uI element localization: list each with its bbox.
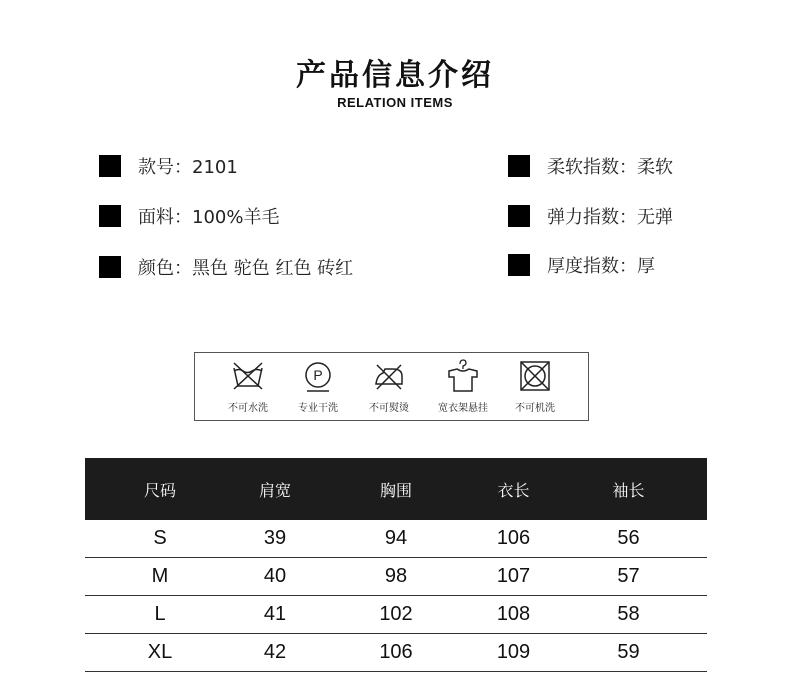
attribute-label: 颜色：黑色 驼色 红色 砖红: [138, 258, 354, 279]
table-cell: S: [85, 520, 235, 558]
hang-dry-icon: [445, 359, 481, 393]
table-row: [85, 520, 707, 558]
care-item-no-iron: [354, 359, 424, 414]
table-cell: 56: [550, 520, 707, 558]
attribute-thickness: [508, 253, 655, 277]
table-cell: XL: [85, 634, 235, 672]
attribute-elasticity: [508, 204, 673, 228]
page-title: 产品信息介绍: [296, 58, 494, 93]
bullet-square-icon: [508, 155, 530, 177]
table-cell: 39: [235, 520, 315, 558]
care-item-no-wash: [213, 359, 283, 414]
attribute-label: 弹力指数：无弹: [547, 207, 673, 228]
bullet-square-icon: [99, 205, 121, 227]
header-size: 尺码: [143, 480, 176, 500]
table-cell: 58: [550, 596, 707, 634]
table-cell: 94: [315, 520, 477, 558]
attribute-softness: [508, 154, 673, 178]
table-header-row: [85, 458, 707, 520]
no-wash-icon: [230, 359, 266, 393]
attribute-label: 面料：100%羊毛: [138, 207, 280, 228]
table-row: [85, 558, 707, 596]
attribute-colors: [99, 255, 353, 279]
bullet-square-icon: [99, 155, 121, 177]
table-cell: 40: [235, 558, 315, 596]
care-instructions-panel: [194, 352, 589, 421]
care-label: 宽衣架悬挂: [438, 403, 488, 414]
header-length: 衣长: [497, 480, 530, 500]
table-cell: 98: [315, 558, 477, 596]
table-row: [85, 634, 707, 672]
dry-clean-icon: [300, 359, 336, 393]
header-shoulder: 肩宽: [258, 480, 291, 500]
care-label: 专业干洗: [298, 403, 338, 414]
attribute-label: 柔软指数：柔软: [547, 157, 673, 178]
table-cell: 59: [550, 634, 707, 672]
attribute-fabric: [99, 204, 279, 228]
care-label: 不可水洗: [228, 403, 268, 414]
bullet-square-icon: [508, 254, 530, 276]
attribute-label: 厚度指数：厚: [547, 256, 655, 277]
table-cell: L: [85, 596, 235, 634]
table-cell: 57: [550, 558, 707, 596]
care-label: 不可机洗: [515, 403, 555, 414]
page-subtitle: RELATION ITEMS: [337, 95, 453, 110]
table-cell: M: [85, 558, 235, 596]
size-table: [85, 458, 707, 672]
bullet-square-icon: [508, 205, 530, 227]
care-label: 不可熨烫: [369, 403, 409, 414]
table-cell: 106: [477, 520, 550, 558]
attribute-label: 款号：2101: [138, 157, 238, 178]
care-item-hang-dry: [428, 359, 498, 414]
attribute-style-number: [99, 154, 238, 178]
table-cell: 42: [235, 634, 315, 672]
table-cell: 102: [315, 596, 477, 634]
table-row: [85, 596, 707, 634]
table-cell: 107: [477, 558, 550, 596]
dry-clean-symbol: P: [313, 367, 323, 383]
bullet-square-icon: [99, 256, 121, 278]
no-iron-icon: [371, 359, 407, 393]
table-cell: 41: [235, 596, 315, 634]
table-cell: 109: [477, 634, 550, 672]
no-tumble-dry-icon: [517, 359, 553, 393]
table-cell: 106: [315, 634, 477, 672]
care-item-dry-clean: [283, 359, 353, 414]
care-item-no-tumble-dry: [500, 359, 570, 414]
header-chest: 胸围: [379, 480, 412, 500]
header-sleeve: 袖长: [612, 480, 645, 500]
table-cell: 108: [477, 596, 550, 634]
